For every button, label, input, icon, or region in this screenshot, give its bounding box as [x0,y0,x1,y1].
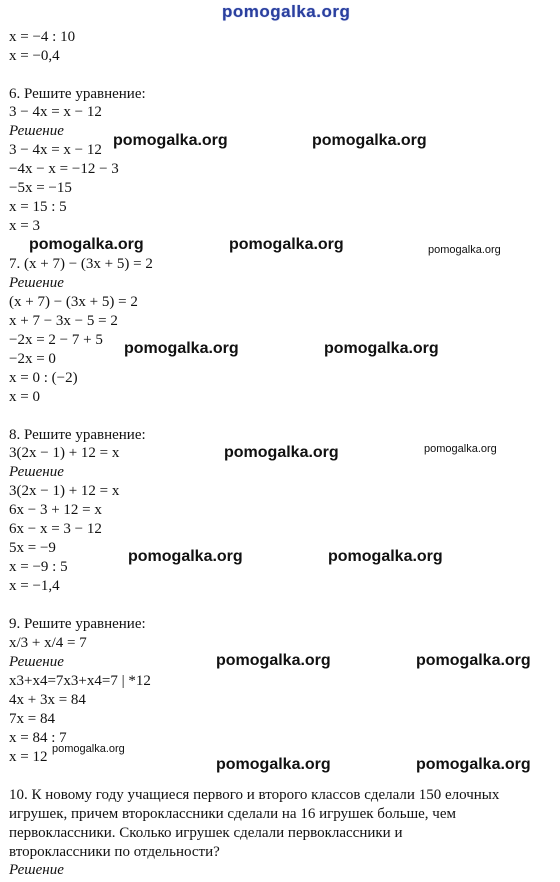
text-line: 3 − 4x = x − 12 [9,142,102,158]
text-line: x + 7 − 3x − 5 = 2 [9,313,118,329]
site-header-logo[interactable]: pomogalka.org [222,2,351,21]
solution-label: Решение [9,123,64,139]
text-line: второклассники по отдельности? [9,844,220,860]
task-heading: 7. (x + 7) − (3x + 5) = 2 [9,256,153,272]
text-line: 3 − 4x = x − 12 [9,104,102,120]
watermark: pomogalka.org [224,444,339,461]
text-line: x = −4 : 10 [9,29,76,45]
text-line: −2x = 2 − 7 + 5 [9,332,103,348]
text-line: 6x − 3 + 12 = x [9,502,102,518]
text-line: 3(2x − 1) + 12 = x [9,483,120,499]
text-line: (x + 7) − (3x + 5) = 2 [9,294,138,310]
watermark: pomogalka.org [428,244,501,256]
text-line: игрушек, причем второклассники сделали на 16 игрушек больше, чем [9,806,456,822]
text-line: x = 12 [9,749,48,765]
watermark: pomogalka.org [52,743,125,755]
solution-label: Решение [9,275,64,291]
task-heading: 6. Решите уравнение: [9,86,146,102]
watermark: pomogalka.org [312,132,427,149]
watermark: pomogalka.org [229,236,344,253]
task-heading: 10. К новому году учащиеся первого и второго классов сделали 150 елочных [9,787,500,803]
solution-label: Решение [9,464,64,480]
watermark: pomogalka.org [324,340,439,357]
watermark: pomogalka.org [216,756,331,773]
text-line: 4x + 3x = 84 [9,692,86,708]
text-line: x = 0 [9,389,40,405]
text-line: −2x = 0 [9,351,56,367]
text-line: 5x = −9 [9,540,56,556]
text-line: x = 15 : 5 [9,199,67,215]
solution-label: Решение [9,862,64,878]
text-line: −5x = −15 [9,180,72,196]
text-line: x = −1,4 [9,578,60,594]
text-line: x/3 + x/4 = 7 [9,635,87,651]
watermark: pomogalka.org [328,548,443,565]
watermark: pomogalka.org [29,236,144,253]
watermark: pomogalka.org [424,443,497,455]
text-line: первоклассники. Сколько игрушек сделали первоклассники и [9,825,403,841]
text-line: x = 3 [9,218,40,234]
task-heading: 8. Решите уравнение: [9,427,146,443]
text-line: x = −9 : 5 [9,559,68,575]
text-line: 7x = 84 [9,711,55,727]
text-line: x3+x4=7x3+x4=7 | *12 [9,673,151,689]
watermark: pomogalka.org [113,132,228,149]
text-line: x = 84 : 7 [9,730,67,746]
watermark: pomogalka.org [128,548,243,565]
watermark: pomogalka.org [216,652,331,669]
watermark: pomogalka.org [124,340,239,357]
text-line: −4x − x = −12 − 3 [9,161,119,177]
solution-label: Решение [9,654,64,670]
text-line: 3(2x − 1) + 12 = x [9,445,120,461]
text-line: x = −0,4 [9,48,60,64]
watermark: pomogalka.org [416,652,531,669]
task-heading: 9. Решите уравнение: [9,616,146,632]
text-line: 6x − x = 3 − 12 [9,521,102,537]
watermark: pomogalka.org [416,756,531,773]
text-line: x = 0 : (−2) [9,370,78,386]
